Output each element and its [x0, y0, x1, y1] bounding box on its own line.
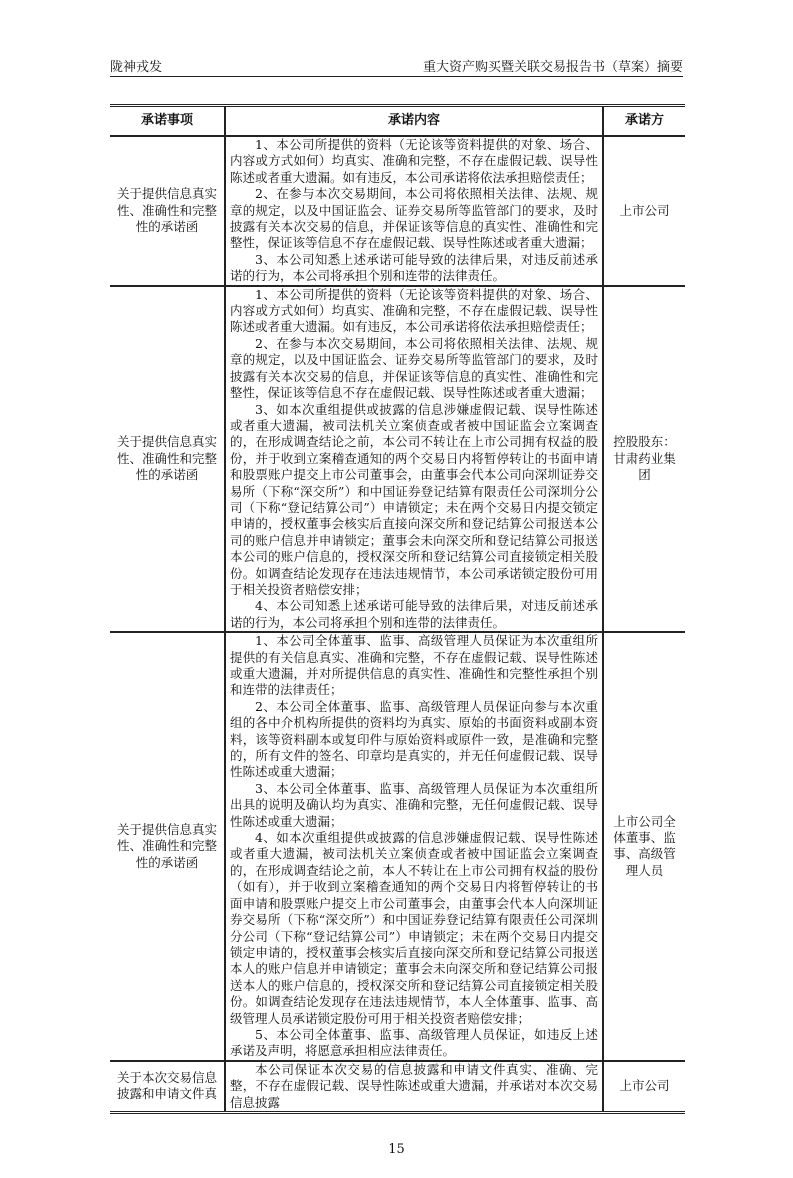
header-document-title: 重大资产购买暨关联交易报告书（草案）摘要: [422, 60, 683, 75]
content-paragraph: 本公司保证本次交易的信息披露和申请文件真实、准确、完整，不存在虚假记载、误导性陈述或重大遗漏，并承诺对本次交易信息披露: [230, 1061, 598, 1110]
commitment-content: [225, 136, 603, 286]
content-paragraph: 1、本公司全体董事、监事、高级管理人员保证为本次重组所提供的有关信息真实、准确和完整，不存在虚假记载、误导性陈述或重大遗漏，并对所提供信息的真实性、准确性和完整性承担个别和连带的法律责任；: [230, 633, 598, 698]
content-paragraph: 1、本公司所提供的资料（无论该等资料提供的对象、场合、内容或方式如何）均真实、准确和完整，不存在虚假记载、误导性陈述或者重大遗漏。如有违反，本公司承诺将依法承担赔偿责任；: [230, 286, 598, 335]
table-header-row: [110, 106, 685, 137]
column-header-party: 承诺方: [603, 106, 685, 137]
page-header: [110, 56, 683, 77]
commitment-item: 关于提供信息真实性、准确性和完整性的承诺函: [110, 136, 225, 286]
commitment-party: 上市公司: [603, 136, 685, 286]
commitment-item: 关于提供信息真实性、准确性和完整性的承诺函: [110, 632, 225, 1061]
content-paragraph: 2、在参与本次交易期间，本公司将依照相关法律、法规、规章的规定，以及中国证监会、证券交易所等监管部门的要求，及时披露有关本次交易的信息，并保证该等信息的真实性、准确性和完整性，保证该等信息不存在虚假记载、误导性陈述或者重大遗漏；: [230, 186, 598, 251]
commitment-content: [225, 286, 603, 633]
content-paragraph: 4、如本次重组提供或披露的信息涉嫌虚假记载、误导性陈述或者重大遗漏，被司法机关立案侦查或者被中国证监会立案调查的，在形成调查结论之前，本人不转让在上市公司拥有权益的股份（如有），并于收到立案稽查通知的两个交易日内将暂停转让的书面申请和股票账户提交上市公司董事会，由董事会代本人向深圳证券交易所（下称“深交所”）和中国证券登记结算有限责任公司深圳分公司（下称“登记结算公司”）申请锁定；未在两个交易日内提交锁定申请的，授权董事会核实后直接向深交所和登记结算公司报送本人的账户信息并申请锁定；董事会未向深交所和登记结算公司报送本人的账户信息的，授权深交所和登记结算公司直接锁定相关股份。如调查结论发现存在违法违规情节，本人全体董事、监事、高级管理人员承诺锁定股份可用于相关投资者赔偿安排；: [230, 830, 598, 1026]
content-paragraph: 5、本公司全体董事、监事、高级管理人员保证，如违反上述承诺及声明，将愿意承担相应法律责任。: [230, 1026, 598, 1059]
commitment-table: [110, 104, 685, 1114]
table-row: [110, 136, 685, 286]
table-row: [110, 286, 685, 633]
commitment-content: [225, 632, 603, 1061]
content-paragraph: 1、本公司所提供的资料（无论该等资料提供的对象、场合、内容或方式如何）均真实、准确和完整，不存在虚假记载、误导性陈述或者重大遗漏。如有违反，本公司承诺将依法承担赔偿责任；: [230, 137, 598, 185]
content-paragraph: 3、如本次重组提供或披露的信息涉嫌虚假记载、误导性陈述或者重大遗漏，被司法机关立案侦查或者被中国证监会立案调查的，在形成调查结论之前，本公司不转让在上市公司拥有权益的股份，并于收到立案稽查通知的两个交易日内将暂停转让的书面申请和股票账户提交上市公司董事会，由董事会代本公司向深圳证券交易所（下称“深交所”）和中国证券登记结算有限责任公司深圳分公司（下称“登记结算公司”）申请锁定；未在两个交易日内提交锁定申请的，授权董事会核实后直接向深交所和登记结算公司报送本公司的账户信息并申请锁定；董事会未向深交所和登记结算公司报送本公司的账户信息的，授权深交所和登记结算公司直接锁定相关股份。如调查结论发现存在违法违规情节，本公司承诺锁定股份可用于相关投资者赔偿安排；: [230, 401, 598, 597]
commitment-content: [225, 1061, 603, 1113]
content-paragraph: 2、本公司全体董事、监事、高级管理人员保证向参与本次重组的各中介机构所提供的资料均为真实、原始的书面资料或副本资料，该等资料副本或复印件与原始资料或原件一致，是准确和完整的，所有文件的签名、印章均是真实的，并无任何虚假记载、误导性陈述或重大遗漏；: [230, 698, 598, 780]
commitment-item: 关于本次交易信息披露和申请文件真: [110, 1061, 225, 1113]
header-company: 陇神戎发: [110, 60, 163, 75]
column-header-content: 承诺内容: [225, 106, 603, 137]
content-paragraph: 4、本公司知悉上述承诺可能导致的法律后果，对违反前述承诺的行为，本公司将承担个别和连带的法律责任。: [230, 598, 598, 630]
commitment-party: 控股股东：甘肃药业集团: [603, 286, 685, 633]
commitment-item: 关于提供信息真实性、准确性和完整性的承诺函: [110, 286, 225, 633]
column-header-item: 承诺事项: [110, 106, 225, 137]
content-paragraph: 3、本公司知悉上述承诺可能导致的法律后果，对违反前述承诺的行为，本公司将承担个别和连带的法律责任。: [230, 251, 598, 284]
page-number: 15: [388, 1141, 405, 1157]
content-paragraph: 2、在参与本次交易期间，本公司将依照相关法律、法规、规章的规定，以及中国证监会、证券交易所等监管部门的要求，及时披露有关本次交易的信息，并保证该等信息的真实性、准确性和完整性，保证该等信息不存在虚假记载、误导性陈述或者重大遗漏；: [230, 335, 598, 401]
table-row: [110, 1061, 685, 1113]
commitment-party: 上市公司: [603, 1061, 685, 1113]
table-row: [110, 632, 685, 1061]
content-paragraph: 3、本公司全体董事、监事、高级管理人员保证为本次重组所出具的说明及确认均为真实、准确和完整，无任何虚假记载、误导性陈述或重大遗漏；: [230, 780, 598, 829]
commitment-party: 上市公司全体董事、监事、高级管理人员: [603, 632, 685, 1061]
